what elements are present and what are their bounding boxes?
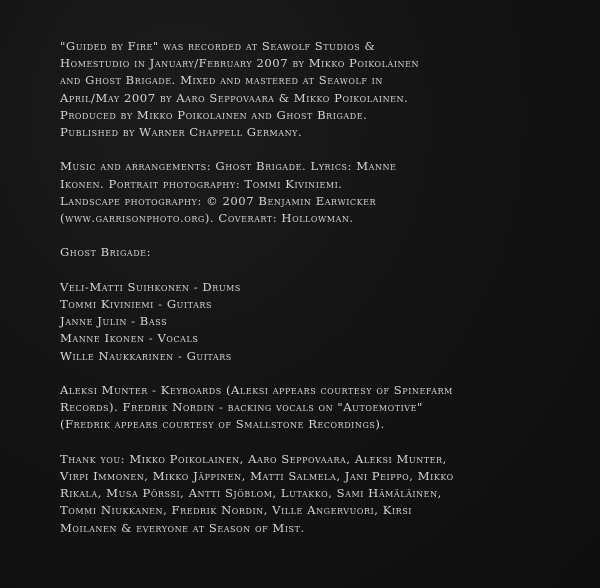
recording-line: Produced by Mikko Poikolainen and Ghost Brigade.	[60, 107, 368, 122]
thanks-line: Rikala, Musa Pörssi, Antti Sjöblom, Lutakko, Sami Hämäläinen,	[60, 486, 442, 501]
credits-line: Music and arrangements: Ghost Brigade. Lyrics: Manne	[60, 159, 397, 174]
credits-paragraph	[60, 158, 580, 227]
thanks-line: Moilanen & everyone at Season of Mist.	[60, 520, 305, 535]
thanks-line: Virpi Immonen, Mikko Jäppinen, Matti Salmela, Jani Peippo, Mikko	[60, 469, 454, 483]
guests-paragraph	[60, 382, 580, 434]
guests-line: (Fredrik appears courtesy of Smallstone Recordings).	[60, 417, 385, 432]
recording-line: "Guided by Fire" was recorded at Seawolf Studios &	[60, 39, 376, 53]
band-member: Manne Ikonen - Vocals	[60, 331, 199, 346]
thanks-line: Thank you: Mikko Poikolainen, Aaro Seppovaara, Aleksi Munter,	[60, 451, 447, 466]
band-heading: Ghost Brigade:	[60, 245, 152, 260]
band-member-list	[60, 279, 580, 365]
band-member: Janne Julin - Bass	[60, 314, 168, 329]
liner-notes-text	[60, 38, 580, 554]
credits-line: Ikonen. Portrait photography: Tommi Kiviniemi.	[60, 176, 343, 191]
guests-line: Aleksi Munter - Keyboards (Aleksi appears courtesy of Spinefarm	[60, 383, 453, 397]
recording-line: April/May 2007 by Aaro Seppovaara & Mikko Poikolainen.	[60, 90, 409, 105]
recording-paragraph	[60, 38, 580, 141]
recording-line: Homestudio in January/February 2007 by Mikko Poikolainen	[60, 56, 420, 71]
credits-line: Landscape photography: © 2007 Benjamin Earwicker	[60, 193, 377, 208]
credits-line: (www.garrisonphoto.org). Coverart: Hollowman.	[60, 211, 354, 226]
thanks-paragraph	[60, 451, 580, 537]
band-member: Tommi Kiviniemi - Guitars	[60, 297, 213, 311]
recording-line: Published by Warner Chappell Germany.	[60, 125, 303, 140]
band-member: Wille Naukkarinen - Guitars	[60, 348, 232, 363]
recording-line: and Ghost Brigade. Mixed and mastered at Seawolf in	[60, 73, 383, 88]
thanks-line: Tommi Niukkanen, Fredrik Nordin, Ville Angervuori, Kirsi	[60, 503, 412, 518]
guests-line: Records). Fredrik Nordin - backing vocals on "Autoemotive"	[60, 400, 423, 415]
band-member: Veli-Matti Suihkonen - Drums	[60, 279, 241, 294]
